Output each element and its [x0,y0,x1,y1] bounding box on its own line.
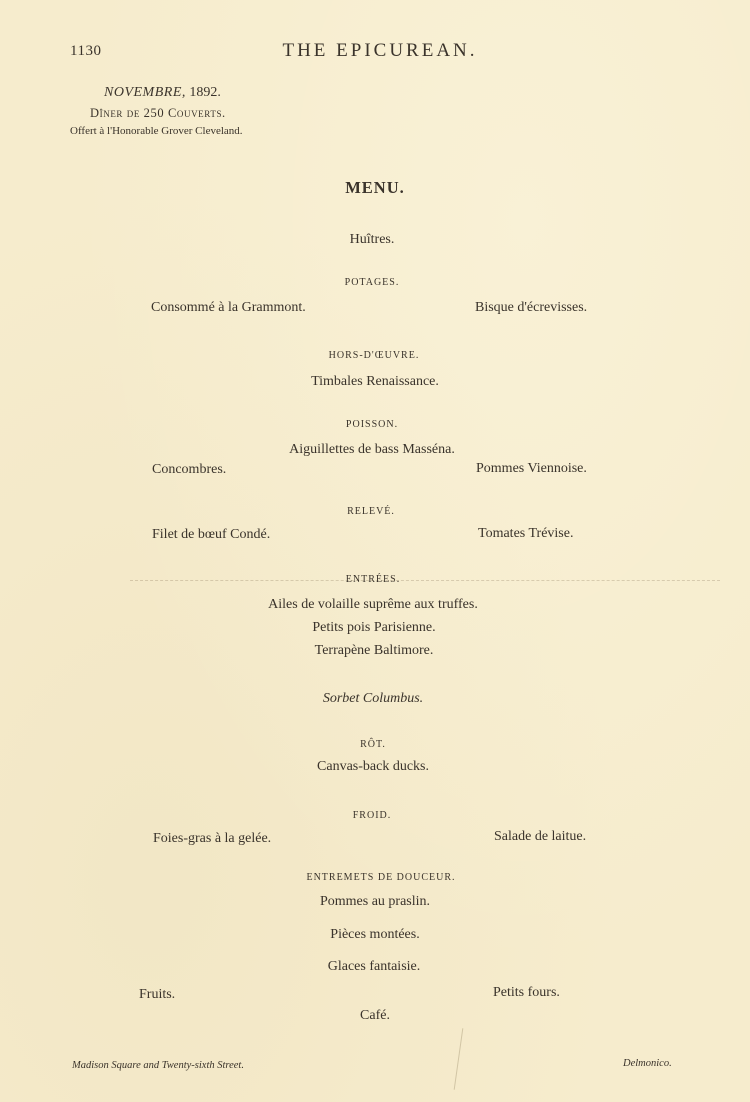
dish-petits-fours: Petits fours. [493,985,560,1000]
course-label-potages: POTAGES. [344,277,400,288]
date-line [104,85,221,101]
page-fold-line [130,580,720,581]
dish-terrapene: Terrapène Baltimore. [314,643,434,658]
dish-consomme: Consommé à la Grammont. [151,300,306,315]
dinner-covers: Dîner de 250 Couverts. [90,106,226,120]
dish-filet-de-boeuf: Filet de bœuf Condé. [152,527,271,542]
dish-sorbet: Sorbet Columbus. [322,691,424,706]
dish-canvas-back-ducks: Canvas-back ducks. [317,759,429,774]
menu-heading: MENU. [345,178,405,197]
dish-timbales: Timbales Renaissance. [311,374,439,389]
dish-concombres: Concombres. [152,462,227,477]
dish-pieces-montees: Pièces montées. [330,927,420,942]
course-label-rot: RÔT. [360,739,386,750]
page-number: 1130 [70,43,102,59]
dish-salade-de-laitue: Salade de laitue. [494,829,587,844]
dish-glaces-fantaisie: Glaces fantaisie. [327,959,421,974]
dish-pommes-viennoise: Pommes Viennoise. [476,461,587,476]
course-label-poisson: POISSON. [345,419,399,430]
footer-venue: Delmonico. [623,1058,672,1069]
dish-foies-gras: Foies-gras à la gelée. [153,831,272,846]
dish-cafe: Café. [360,1008,390,1023]
dish-pommes-au-praslin: Pommes au praslin. [319,894,431,909]
dish-bisque: Bisque d'écrevisses. [475,300,588,315]
course-label-releve: RELEVÉ. [347,506,395,517]
date-month: NOVEMBRE, [104,85,186,100]
dish-fruits: Fruits. [139,987,176,1002]
date-year: 1892. [189,85,221,100]
course-label-entrees: ENTRÉES. [345,574,401,585]
page-crease [454,1028,464,1090]
course-label-entremets: ENTREMETS DE DOUCEUR. [306,872,456,883]
running-title: THE EPICUREAN. [282,40,478,61]
dish-petits-pois: Petits pois Parisienne. [312,620,436,635]
course-label-hors-doeuvre: HORS-D'ŒUVRE. [328,350,420,361]
dish-aiguillettes: Aiguillettes de bass Masséna. [289,442,455,457]
dish-oysters: Huîtres. [349,232,395,247]
offered-to: Offert à l'Honorable Grover Cleveland. [70,125,243,137]
dish-tomates-trevise: Tomates Trévise. [478,526,574,541]
course-label-froid: FROID. [352,810,392,821]
footer-address: Madison Square and Twenty-sixth Street. [72,1060,244,1071]
dish-ailes-de-volaille: Ailes de volaille suprême aux truffes. [268,597,478,612]
